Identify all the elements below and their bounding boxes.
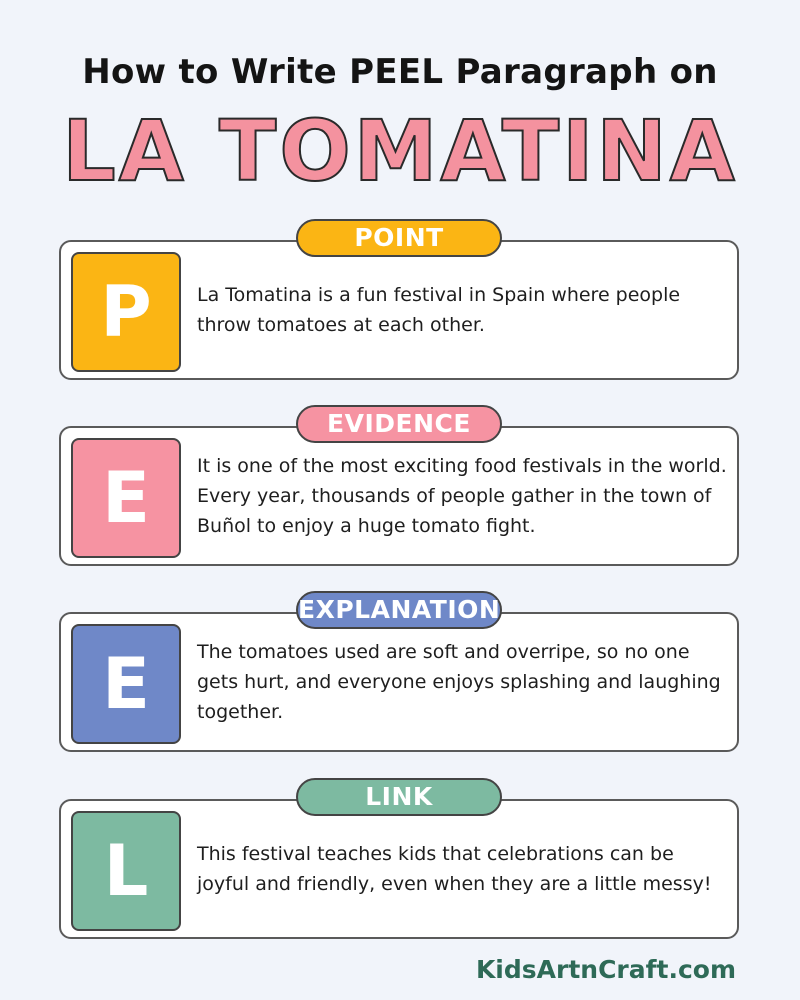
section-card-link [59, 799, 739, 939]
letter-box-e-evidence [71, 438, 181, 558]
tag-link: LINK [296, 778, 502, 816]
letter-e: E [102, 643, 150, 725]
section-text-point [197, 242, 727, 378]
section-text-link [197, 801, 727, 937]
tag-explanation: EXPLANATION [296, 591, 502, 629]
letter-p: P [100, 271, 152, 353]
tag-point: POINT [296, 219, 502, 257]
page-title: LA TOMATINA [62, 102, 738, 200]
letter-box-l [71, 811, 181, 931]
section-card-explanation [59, 612, 739, 752]
tag-evidence: EVIDENCE [296, 405, 502, 443]
section-text-explanation [197, 614, 727, 750]
evidence-text: It is one of the most exciting food festivals in the world. Every year, thousands of people gather in the town of Buñol to enjoy a huge tomato fight. [197, 455, 727, 537]
letter-l: L [103, 830, 149, 912]
letter-box-p [71, 252, 181, 372]
footer-brand[interactable]: KidsArtnCraft.com [475, 955, 736, 984]
letter-box-e-explanation [71, 624, 181, 744]
header-subtitle: How to Write PEEL Paragraph on [82, 52, 718, 92]
section-card-point [59, 240, 739, 380]
section-text-evidence [197, 428, 727, 564]
section-card-evidence [59, 426, 739, 566]
point-text: La Tomatina is a fun festival in Spain where people throw tomatoes at each other. [197, 284, 681, 336]
link-text: This festival teaches kids that celebrations can be joyful and friendly, even when they are a little messy! [197, 843, 712, 895]
letter-e: E [102, 457, 150, 539]
explanation-text: The tomatoes used are soft and overripe, so no one gets hurt, and everyone enjoys splashing and laughing together. [197, 641, 721, 723]
